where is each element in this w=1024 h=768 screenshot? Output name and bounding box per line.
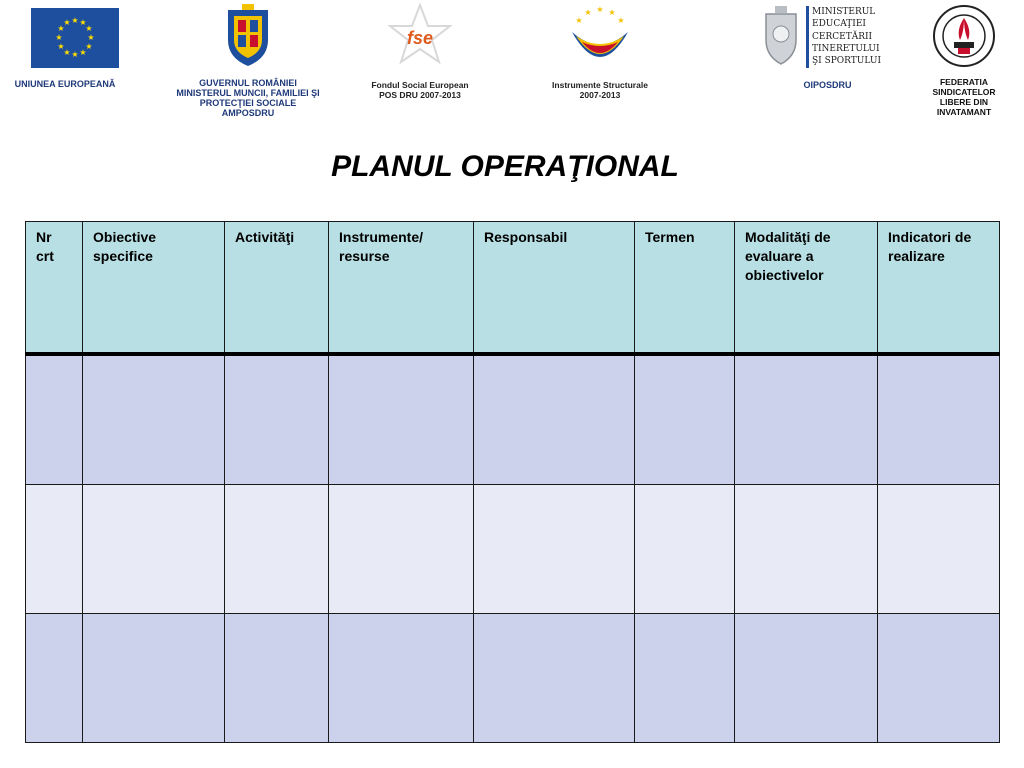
federation-seal-icon [932, 4, 996, 68]
eu-caption: UNIUNEA EUROPEANĂ [14, 79, 116, 89]
table-cell[interactable] [635, 485, 735, 614]
ministry-wordmark: MINISTERUL EDUCAŢIEI CERCETĂRII TINERETULUI ŞI SPORTULUI [812, 7, 882, 67]
table-cell[interactable] [878, 614, 1000, 743]
table-cell[interactable] [635, 614, 735, 743]
fse-logo [355, 0, 485, 105]
fse-caption: Fondul Social European POS DRU 2007-2013 [371, 80, 469, 100]
svg-text:★: ★ [87, 33, 95, 42]
svg-text:★: ★ [63, 18, 71, 27]
svg-text:★: ★ [79, 48, 87, 57]
header-obiective: Obiective specifice [83, 222, 225, 355]
header-activitati: Activităţi [225, 222, 329, 355]
table-cell[interactable] [225, 614, 329, 743]
table-cell[interactable] [878, 485, 1000, 614]
page-title: PLANUL OPERAŢIONAL [331, 150, 679, 183]
table-cell[interactable] [83, 614, 225, 743]
table-cell[interactable] [878, 354, 1000, 485]
federation-logo [912, 0, 1016, 117]
svg-text:★: ★ [596, 5, 604, 14]
table-row [26, 354, 1000, 485]
ministry-crest-icon [758, 4, 804, 68]
table-cell[interactable] [26, 354, 83, 485]
ministry-divider [806, 6, 809, 68]
svg-text:★: ★ [608, 8, 616, 17]
fse-star-icon [387, 2, 453, 68]
svg-text:★: ★ [71, 16, 79, 25]
svg-text:★: ★ [85, 24, 93, 33]
svg-text:★: ★ [71, 50, 79, 59]
operational-plan-table [25, 221, 1000, 743]
table-cell[interactable] [635, 354, 735, 485]
table-cell[interactable] [26, 614, 83, 743]
federation-caption: FEDERATIA SINDICATELOR LIBERE DIN INVATAMANT [932, 77, 996, 117]
table-row [26, 614, 1000, 743]
ministry-caption: OIPOSDRU [803, 80, 852, 90]
svg-text:★: ★ [57, 42, 65, 51]
header-termen: Termen [635, 222, 735, 355]
coat-of-arms-icon [222, 2, 274, 68]
fse-mark: fse [406, 28, 434, 48]
table-cell[interactable] [225, 485, 329, 614]
svg-text:★: ★ [584, 8, 592, 17]
table-cell[interactable] [474, 354, 635, 485]
svg-text:★: ★ [63, 48, 71, 57]
table-cell[interactable] [83, 354, 225, 485]
svg-text:★: ★ [55, 33, 63, 42]
table-cell[interactable] [329, 614, 474, 743]
ministry-logo [750, 0, 885, 100]
gov-caption: GUVERNUL ROMÂNIEI MINISTERUL MUNCII, FAMILIEI ŞI PROTECŢIEI SOCIALE AMPOSDRU [176, 78, 320, 118]
table-cell[interactable] [474, 614, 635, 743]
header-instrumente: Instrumente/ resurse [329, 222, 474, 355]
table-row [26, 485, 1000, 614]
table-cell[interactable] [474, 485, 635, 614]
eu-flag-icon [31, 8, 119, 68]
structural-instruments-icon [564, 2, 636, 72]
svg-text:★: ★ [617, 16, 625, 25]
eu-logo [10, 6, 120, 96]
table-cell[interactable] [225, 354, 329, 485]
header-nr-crt: Nr crt [26, 222, 83, 355]
is-caption: Instrumente Structurale 2007-2013 [552, 80, 648, 100]
table-header-row [26, 222, 1000, 355]
svg-text:★: ★ [575, 16, 583, 25]
header-responsabil: Responsabil [474, 222, 635, 355]
table-cell[interactable] [735, 485, 878, 614]
svg-text:★: ★ [57, 24, 65, 33]
header-indicatori: Indicatori de realizare [878, 222, 1000, 355]
table-cell[interactable] [329, 354, 474, 485]
gov-logo [168, 0, 328, 125]
table-cell[interactable] [735, 354, 878, 485]
header-modalitati: Modalităţi de evaluare a obiectivelor [735, 222, 878, 355]
table-cell[interactable] [735, 614, 878, 743]
is-logo [535, 0, 665, 105]
svg-text:★: ★ [79, 18, 87, 27]
svg-text:★: ★ [85, 42, 93, 51]
table-cell[interactable] [26, 485, 83, 614]
table-cell[interactable] [329, 485, 474, 614]
table-cell[interactable] [83, 485, 225, 614]
